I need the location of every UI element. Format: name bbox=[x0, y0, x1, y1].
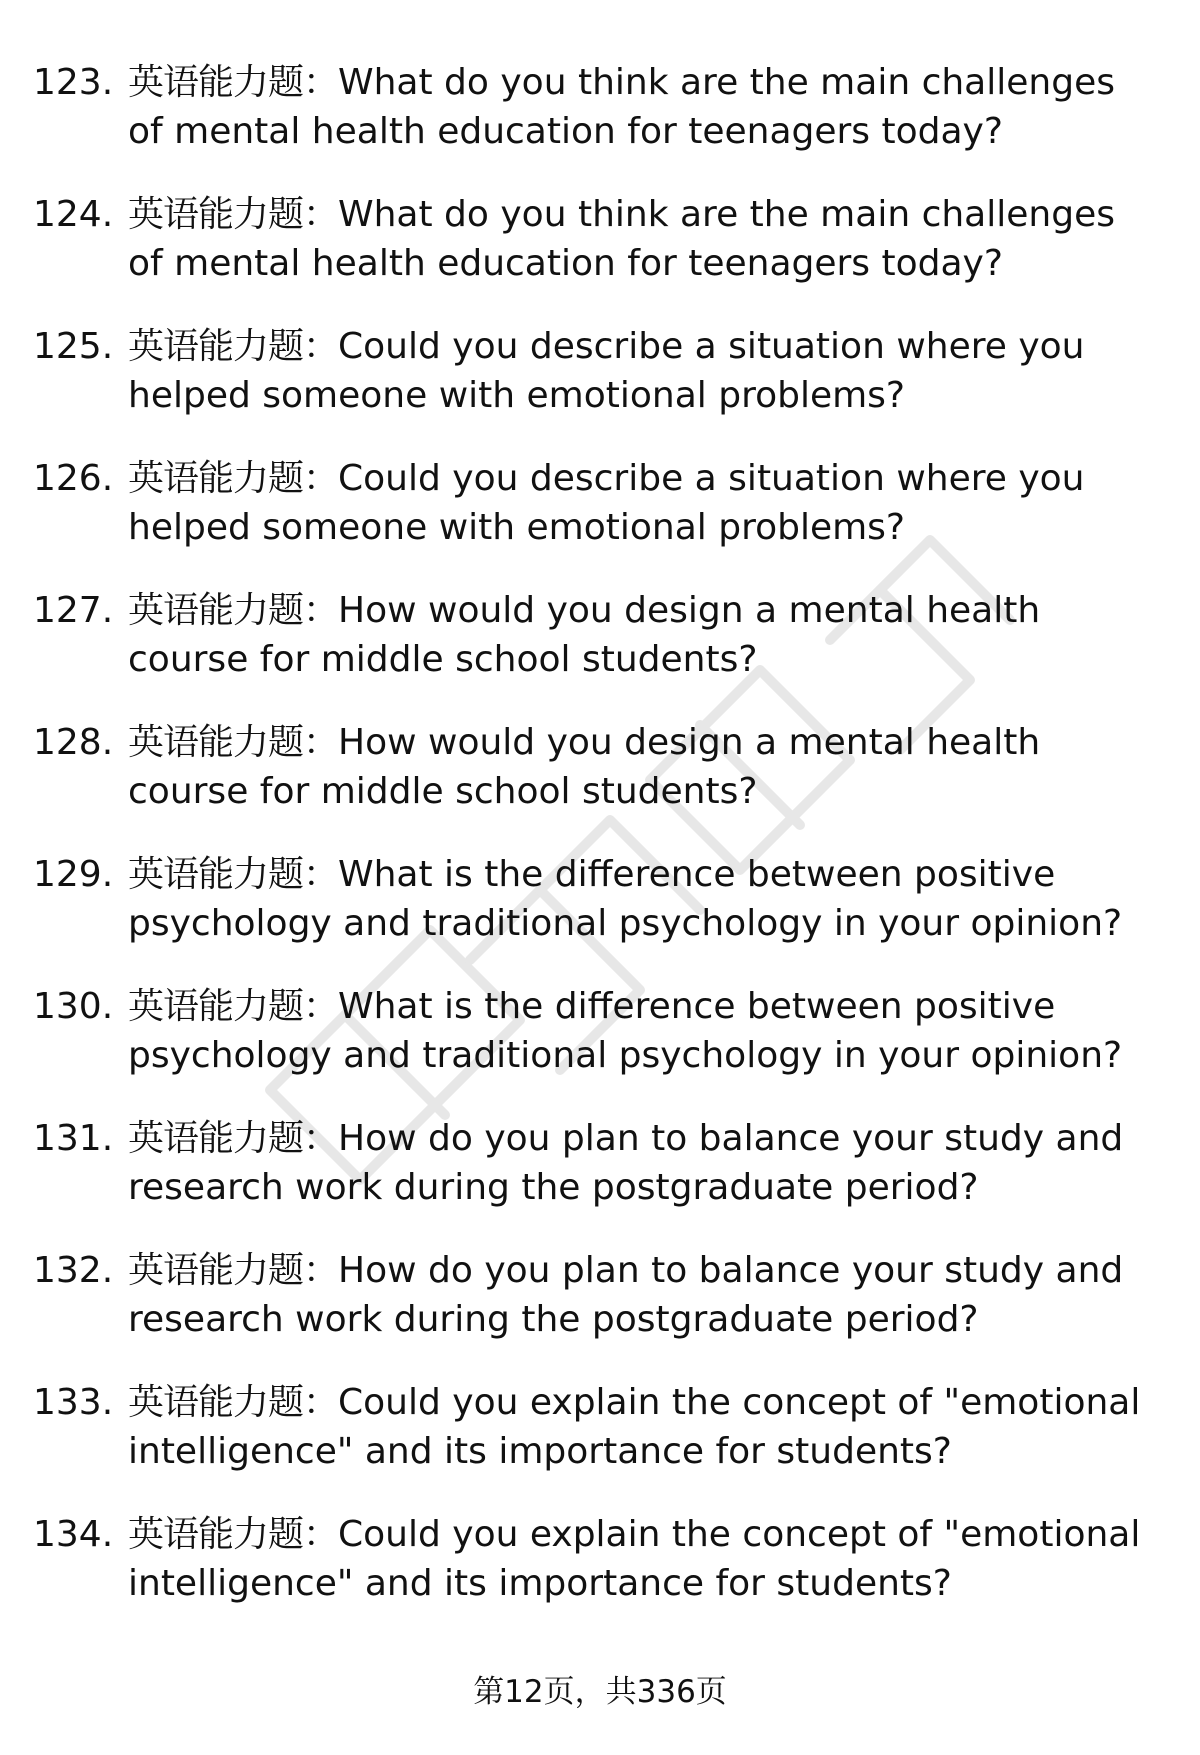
question-body bbox=[128, 850, 1148, 948]
question-number: 126. bbox=[33, 458, 114, 499]
question-item bbox=[0, 1378, 1200, 1510]
question-item bbox=[0, 322, 1200, 454]
question-body bbox=[128, 454, 1148, 552]
question-text: How would you design a mental health course for middle school students? bbox=[128, 590, 1041, 680]
question-text: How would you design a mental health course for middle school students? bbox=[128, 722, 1041, 812]
question-number: 131. bbox=[33, 1118, 114, 1159]
question-label: 英语能力题： bbox=[128, 986, 339, 1027]
question-label: 英语能力题： bbox=[128, 458, 339, 499]
question-body bbox=[128, 1114, 1148, 1212]
question-text: How do you plan to balance your study and research work during the postgraduate period? bbox=[128, 1250, 1124, 1340]
question-item bbox=[0, 1510, 1200, 1642]
question-body bbox=[128, 322, 1148, 420]
question-number: 129. bbox=[33, 854, 114, 895]
question-item bbox=[0, 58, 1200, 190]
question-number: 134. bbox=[33, 1514, 114, 1555]
question-text: Could you explain the concept of "emotional intelligence" and its importance for students? bbox=[128, 1382, 1141, 1472]
question-body bbox=[128, 718, 1148, 816]
question-text: What is the difference between positive psychology and traditional psychology in your opinion? bbox=[128, 986, 1123, 1076]
question-label: 英语能力题： bbox=[128, 590, 339, 631]
question-label: 英语能力题： bbox=[128, 722, 339, 763]
question-body bbox=[128, 1246, 1148, 1344]
question-item bbox=[0, 190, 1200, 322]
question-body bbox=[128, 982, 1148, 1080]
question-text: Could you describe a situation where you helped someone with emotional problems? bbox=[128, 458, 1085, 548]
question-item bbox=[0, 718, 1200, 850]
question-text: How do you plan to balance your study and research work during the postgraduate period? bbox=[128, 1118, 1124, 1208]
question-item bbox=[0, 1114, 1200, 1246]
question-text: Could you explain the concept of "emotional intelligence" and its importance for students? bbox=[128, 1514, 1141, 1604]
question-item bbox=[0, 1246, 1200, 1378]
question-item bbox=[0, 850, 1200, 982]
question-number: 127. bbox=[33, 590, 114, 631]
question-text: What is the difference between positive psychology and traditional psychology in your opinion? bbox=[128, 854, 1123, 944]
question-label: 英语能力题： bbox=[128, 326, 339, 367]
question-body bbox=[128, 586, 1148, 684]
question-body bbox=[128, 1510, 1148, 1608]
question-text: What do you think are the main challenges of mental health education for teenagers today? bbox=[128, 194, 1115, 284]
question-item bbox=[0, 982, 1200, 1114]
question-number: 128. bbox=[33, 722, 114, 763]
question-body bbox=[128, 58, 1148, 156]
question-body bbox=[128, 1378, 1148, 1476]
question-text: Could you describe a situation where you helped someone with emotional problems? bbox=[128, 326, 1085, 416]
question-label: 英语能力题： bbox=[128, 62, 339, 103]
question-label: 英语能力题： bbox=[128, 1514, 339, 1555]
question-number: 125. bbox=[33, 326, 114, 367]
question-label: 英语能力题： bbox=[128, 194, 339, 235]
question-number: 132. bbox=[33, 1250, 114, 1291]
question-item bbox=[0, 454, 1200, 586]
question-body bbox=[128, 190, 1148, 288]
question-number: 133. bbox=[33, 1382, 114, 1423]
page-number: 第12页，共336页 bbox=[473, 1674, 727, 1710]
question-label: 英语能力题： bbox=[128, 1250, 339, 1291]
question-label: 英语能力题： bbox=[128, 1118, 339, 1159]
question-label: 英语能力题： bbox=[128, 854, 339, 895]
question-item bbox=[0, 586, 1200, 718]
question-text: What do you think are the main challenges of mental health education for teenagers today? bbox=[128, 62, 1115, 152]
question-label: 英语能力题： bbox=[128, 1382, 339, 1423]
question-list bbox=[0, 58, 1200, 1642]
question-number: 124. bbox=[33, 194, 114, 235]
question-number: 123. bbox=[33, 62, 114, 103]
question-number: 130. bbox=[33, 986, 114, 1027]
